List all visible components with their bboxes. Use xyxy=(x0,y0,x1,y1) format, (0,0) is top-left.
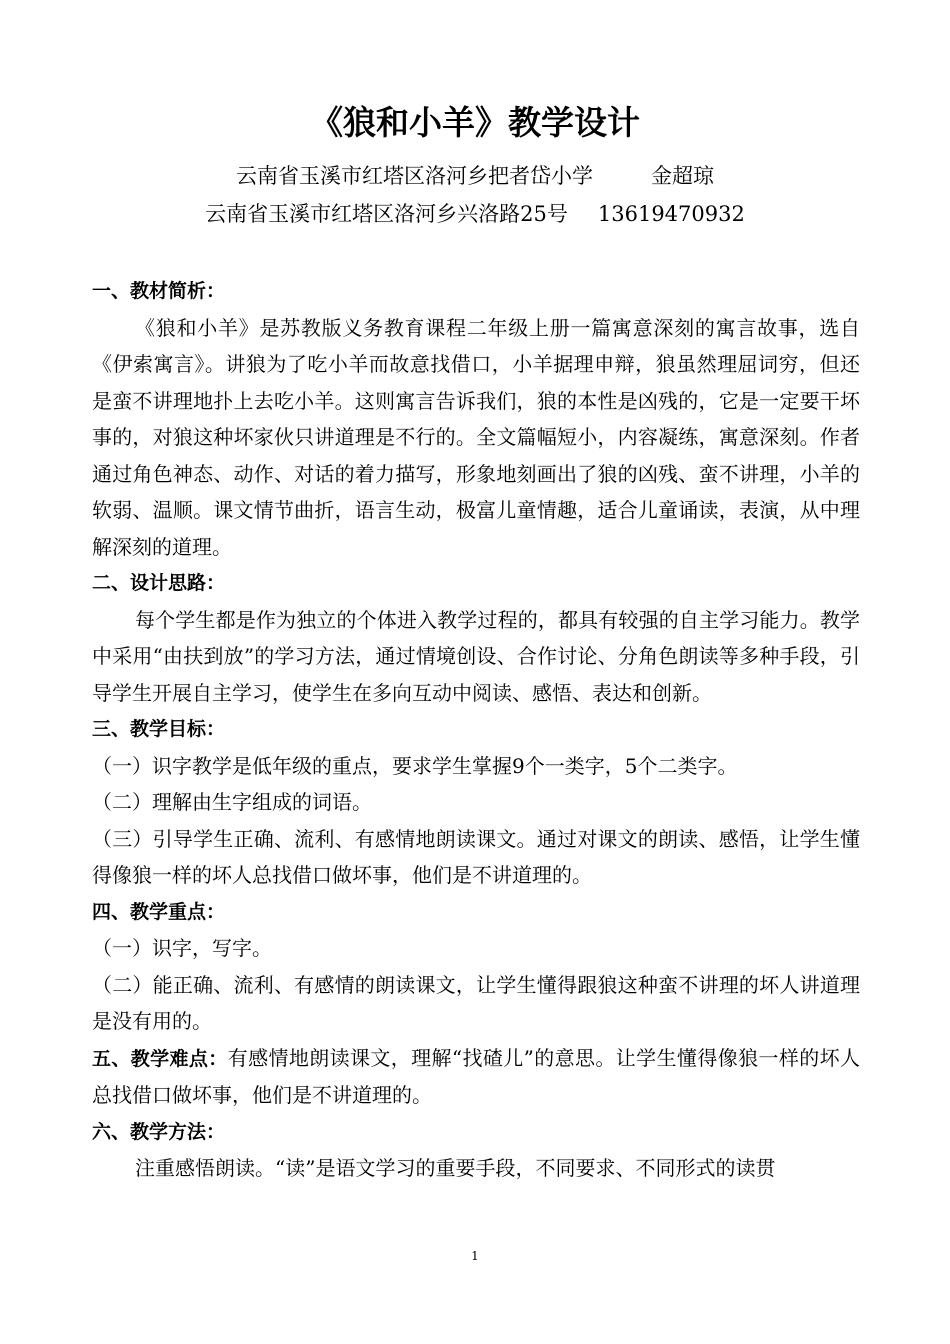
section-heading-design: 二、设计思路： xyxy=(92,572,226,594)
section-heading-materials: 一、教材简析： xyxy=(92,280,226,302)
section-heading-methods: 六、教学方法： xyxy=(92,1120,226,1143)
key-point-item-1: （一）识字，写字。 xyxy=(92,936,272,960)
section-difficulties xyxy=(92,1040,860,1114)
page-number: 1 xyxy=(471,1249,479,1263)
section-paragraph-design: 每个学生都是作为独立的个体进入教学过程的，都具有较强的自主学习能力。教学中采用“由扶到放”的学习方法，通过情境创设、合作讨论、分角色朗读等多种手段，引导学生开展自主学习，使学生在多向互动中阅读、感悟、表达和创新。 xyxy=(92,607,860,705)
section-paragraph-methods: 注重感悟朗读。“读”是语文学习的重要手段，不同要求、不同形式的读贯 xyxy=(135,1156,776,1180)
author-phone: 13619470932 xyxy=(597,202,745,226)
section-text-difficulties: 有感情地朗读课文，理解“找碴儿”的意思。让学生懂得像狼一样的坏人总找借口做坏事，他们是不讲道理的。 xyxy=(92,1045,860,1107)
document-title: 《狼和小羊》教学设计 xyxy=(310,103,640,142)
author-address: 云南省玉溪市红塔区洛河乡兴洛路25号 xyxy=(205,202,568,226)
section-heading-difficulties: 五、教学难点： xyxy=(92,1047,228,1070)
goal-item-1: （一）识字教学是低年级的重点，要求学生掌握9个一类字，5个二类字。 xyxy=(92,753,738,778)
section-heading-goals: 三、教学目标： xyxy=(92,718,226,740)
author-name: 金超琼 xyxy=(651,164,714,188)
author-contact-line xyxy=(0,199,950,229)
goal-item-3: （三）引导学生正确、流利、有感情地朗读课文。通过对课文的朗读、感悟，让学生懂得像狼一样的坏人总找借口做坏事，他们是不讲道理的。 xyxy=(92,826,860,887)
key-point-item-2: （二）能正确、流利、有感情的朗读课文，让学生懂得跟狼这种蛮不讲理的坏人讲道理是没有用的。 xyxy=(92,972,860,1033)
section-paragraph-materials: 《狼和小羊》是苏教版义务教育课程二年级上册一篇寓意深刻的寓言故事，选自《伊索寓言》。讲狼为了吃小羊而故意找借口，小羊据理申辩，狼虽然理屈词穷，但还是蛮不讲理地扑上去吃小羊。这则寓言告诉我们，狼的本性是凶残的，它是一定要干坏事的，对狼这种坏家伙只讲道理是不行的。全文篇幅短小，内容凝练，寓意深刻。作者通过角色神态、动作、对话的着力描写，形象地刻画出了狼的凶残、蛮不讲理，小羊的软弱、温顺。课文情节曲折，语言生动，极富儿童情趣，适合儿童诵读，表演，从中理解深刻的道理。 xyxy=(92,315,860,559)
goal-item-2: （二）理解由生字组成的词语。 xyxy=(92,790,372,814)
author-info-line xyxy=(0,161,950,191)
document-body xyxy=(92,273,860,1187)
section-heading-key-points: 四、教学重点： xyxy=(92,900,226,923)
author-school: 云南省玉溪市红塔区洛河乡把者岱小学 xyxy=(236,164,593,188)
